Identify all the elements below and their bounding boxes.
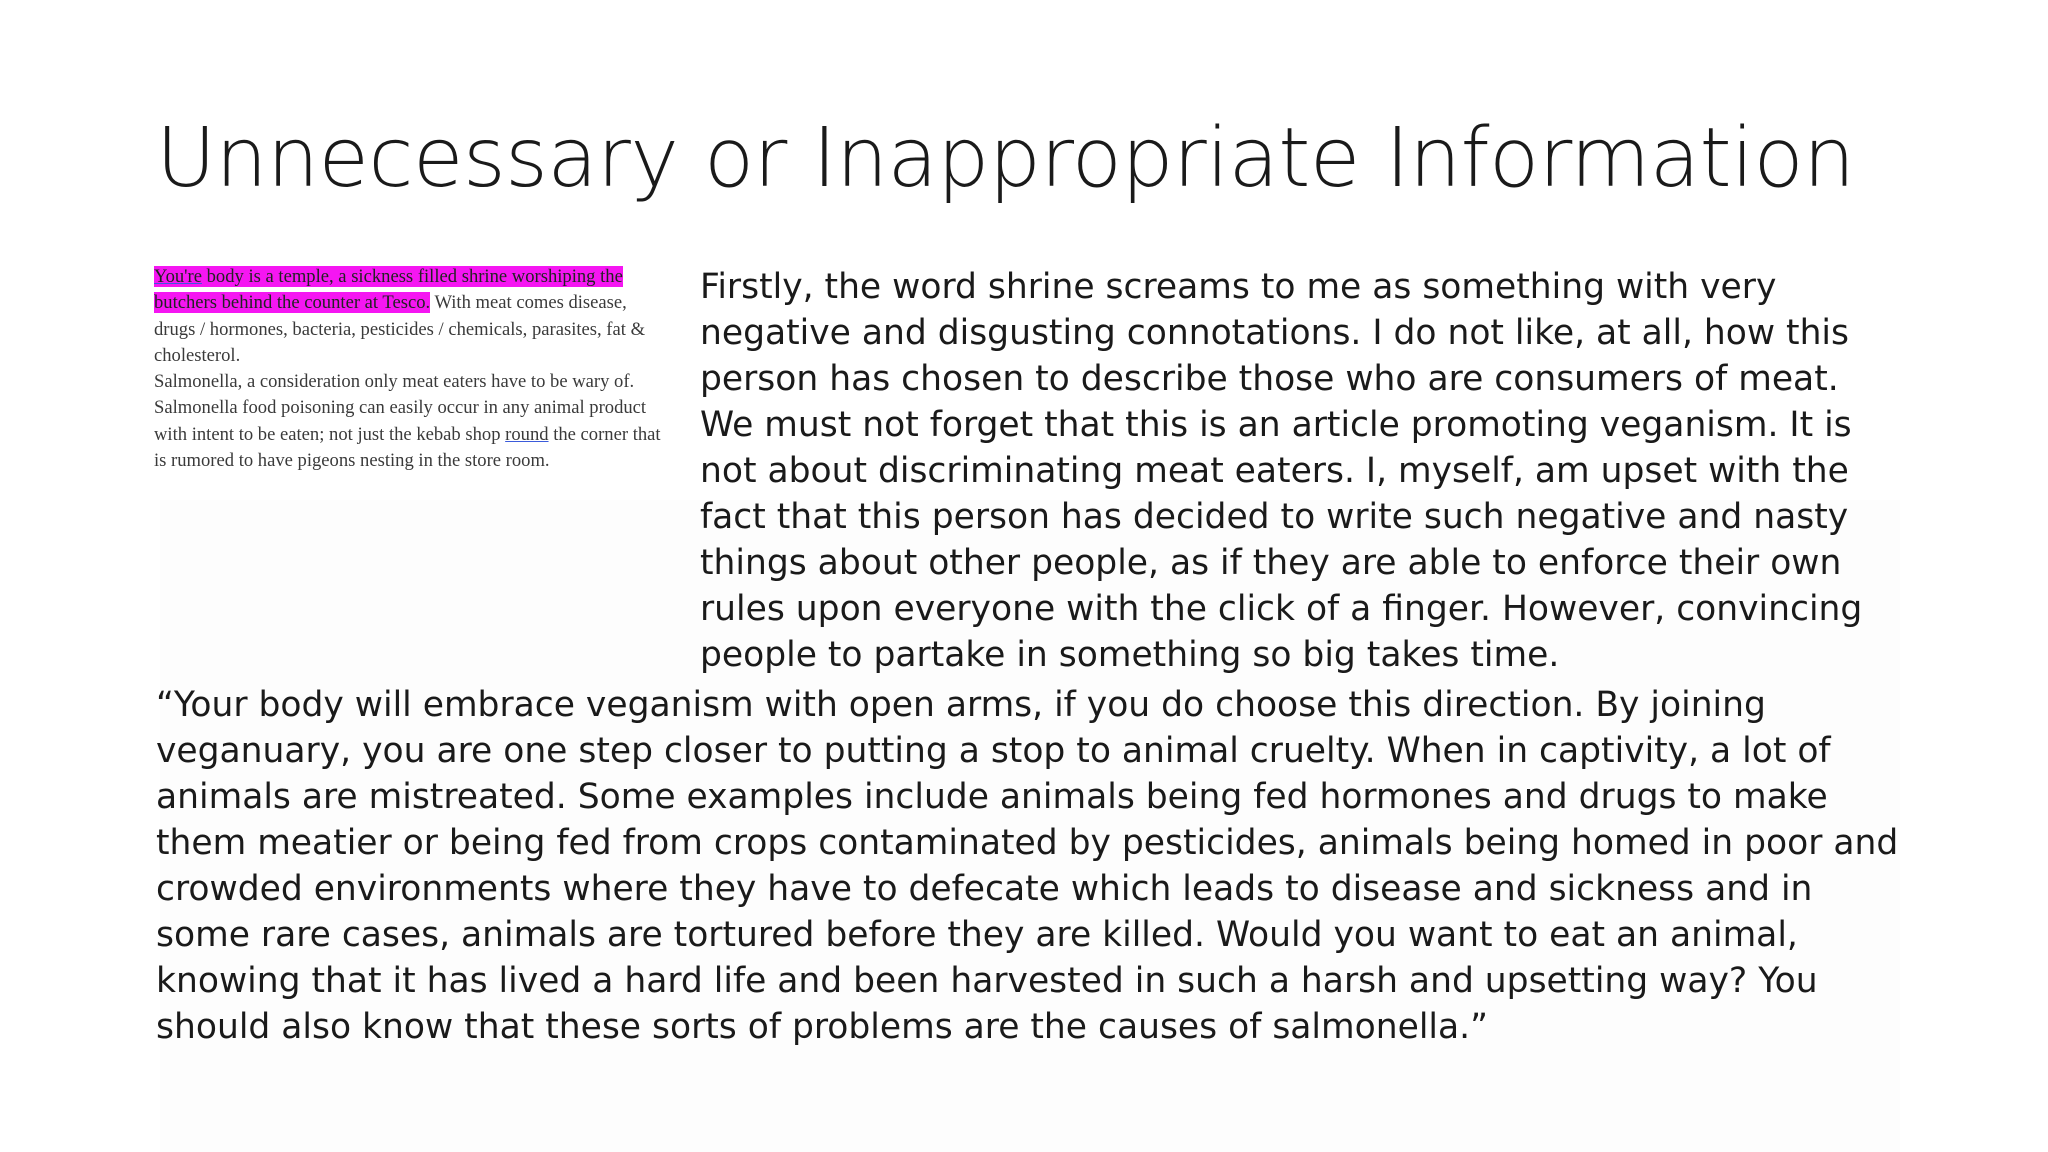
commentary-paragraph: Firstly, the word shrine screams to me as something with very negative and disgusting connotations. I do not like, at all, how this person has chosen to describe those who are consumers of meat. We must not forget that this is an article promoting veganism. It is not about discriminating meat eaters. I, myself, am upset with the fact that this person has decided to write such negative and nasty things about other people, as if they are able to enforce their own rules upon everyone with the click of a finger. However, convincing people to partake in something so big takes time. bbox=[700, 267, 1863, 675]
highlighted-sentence: body is a temple, a sickness filled shrine worshiping the butchers behind the counter at Tesco. bbox=[154, 266, 623, 314]
excerpt-paragraph-2 bbox=[154, 369, 670, 474]
underlined-word-round: round bbox=[505, 423, 549, 445]
excerpt-sentence: With meat comes disease, drugs / hormones, bacteria, pesticides / chemicals, parasites, fat & cholesterol. bbox=[154, 292, 646, 366]
underlined-word-youre: You're bbox=[154, 266, 202, 287]
excerpt-paragraph-2-start: Salmonella, a consideration only meat eaters have to be wary of. Salmonella food poisoning can easily occur in any animal product with intent to be eaten; not just the kebab shop bbox=[154, 371, 647, 445]
quote-paragraph: “Your body will embrace veganism with open arms, if you do choose this direction. By joining veganuary, you are one step closer to putting a stop to animal cruelty. When in captivity, a lot of animals are mistreated. Some examples include animals being fed hormones and drugs to make them meatier or being fed from crops contaminated by pesticides, animals being homed in poor and crowded environments where they have to defecate which leads to disease and sickness and in some rare cases, animals are tortured before they are killed. Would you want to eat an animal, knowing that it has lived a hard life and been harvested in such a harsh and upsetting way? You should also know that these sorts of problems are the causes of salmonella.” bbox=[156, 685, 1899, 1047]
excerpt-paragraph-2-end: the corner that is rumored to have pigeons nesting in the store room. bbox=[154, 423, 661, 472]
slide-title: Unnecessary or Inappropriate Information bbox=[156, 111, 1855, 206]
article-excerpt bbox=[154, 264, 670, 474]
